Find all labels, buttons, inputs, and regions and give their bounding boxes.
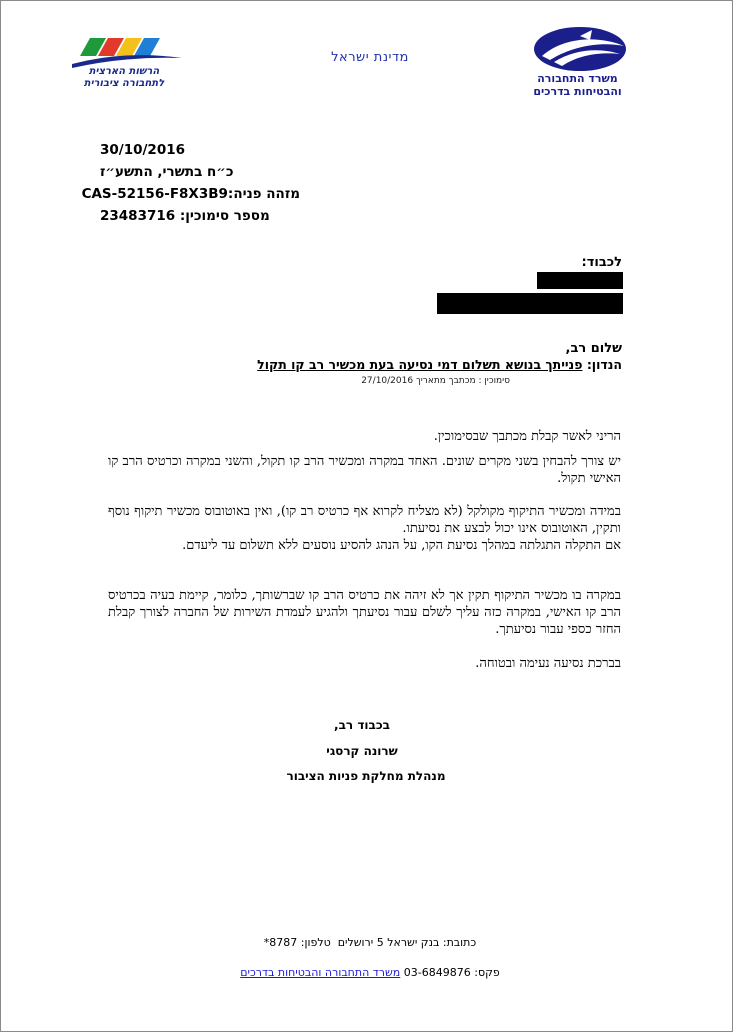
paragraph-2: יש צורך להבחין בשני מקרים שונים. האחד במקרה ומכשיר הרב קו תקול, והשני במקרה וכרטיס הרב קו האישי תקול. [108,454,621,486]
date-gregorian: 30/10/2016 [100,142,186,158]
to-label: לכבוד: [581,255,622,270]
greeting: שלום רב, [565,341,622,356]
authority-name-line1: הרשות הארצית [88,66,160,77]
footer-fax-line [160,966,580,979]
subject-text: פנייתך בנושא תשלום דמי נסיעה בעת מכשיר רב קו תקול [257,357,583,372]
paragraph-1: הריני לאשר קבלת מכתבך שבסימוכין. [433,429,621,444]
paragraph-5: במקרה בו מכשיר התיקוף תקין אך לא זיהה את כרטיס הרב קו שברשותך, כלומר, קיימת בעיה בכרטיס הרב קו האישי, במקרה כזה עליך לשלם עבור נסיעתך ולהגיע לעמדת השירות של החברה לצורך קבלת החזר כספי עבור נסיעתך. [108,588,621,637]
signature-title: מנהלת מחלקת פניות הציבור [286,769,446,783]
reference-number-line [100,208,300,224]
signature-name: שרונה קרסגי [326,744,398,758]
paragraph-6: בברכת נסיעה נעימה ובטוחה. [475,656,621,671]
paragraph-3: במידה ומכשיר התיקוף מקולקל (לא מצליח לקרוא אף כרטיס רב קו), ואין באוטובוס מכשיר תיקוף נוסף ותקין, האוטובוס אינו יכול לבצע את נסיעתו. [108,504,621,536]
signature-closing: בכבוד רב, [334,718,390,732]
fax-value: 03-6849876 [403,966,471,979]
authority-name-line2: לתחבורה ציבורית [83,78,165,89]
subject-label: הנדון: [586,357,622,372]
phone-label: טלפון: [300,936,331,949]
inquiry-id: CAS-52156-F8X3B9 [81,186,228,202]
ministry-name-line2: והבטיחות בדרכים [533,85,622,98]
ministry-emblem-icon [520,22,640,77]
reference-label: מספר סימוכין: [179,208,270,224]
state-title: מדינת ישראל [331,50,409,65]
address-value: בנק ישראל 5 ירושלים [337,936,440,949]
inquiry-id-line [81,186,300,202]
ministry-name-line1: משרד התחבורה [537,72,618,85]
reference-number: 23483716 [100,208,176,224]
footer-address [160,936,580,949]
address-label: כתובת: [442,936,477,949]
reference-line: סימוכין : מכתבך מתאריך 27/10/2016 [361,376,510,386]
authority-name [64,66,184,90]
redacted-recipient-address [437,293,623,314]
ministry-name [505,72,650,98]
authority-emblem-icon [66,28,186,68]
ministry-website-link[interactable]: משרד התחבורה והבטיחות בדרכים [240,966,401,979]
paragraph-4: אם התקלה התגלתה במהלך נסיעת הקו, על הנהג להסיע נוסעים ללא תשלום עד ליעדם. [182,538,621,553]
inquiry-label: מזהה פניה: [227,186,300,202]
fax-label: פקס: [474,966,500,979]
redacted-recipient-name [537,272,623,289]
date-hebrew: כ״ח בתשרי, התשע״ז [100,164,234,180]
phone-value: *8787 [263,936,298,949]
subject-line [257,357,622,372]
